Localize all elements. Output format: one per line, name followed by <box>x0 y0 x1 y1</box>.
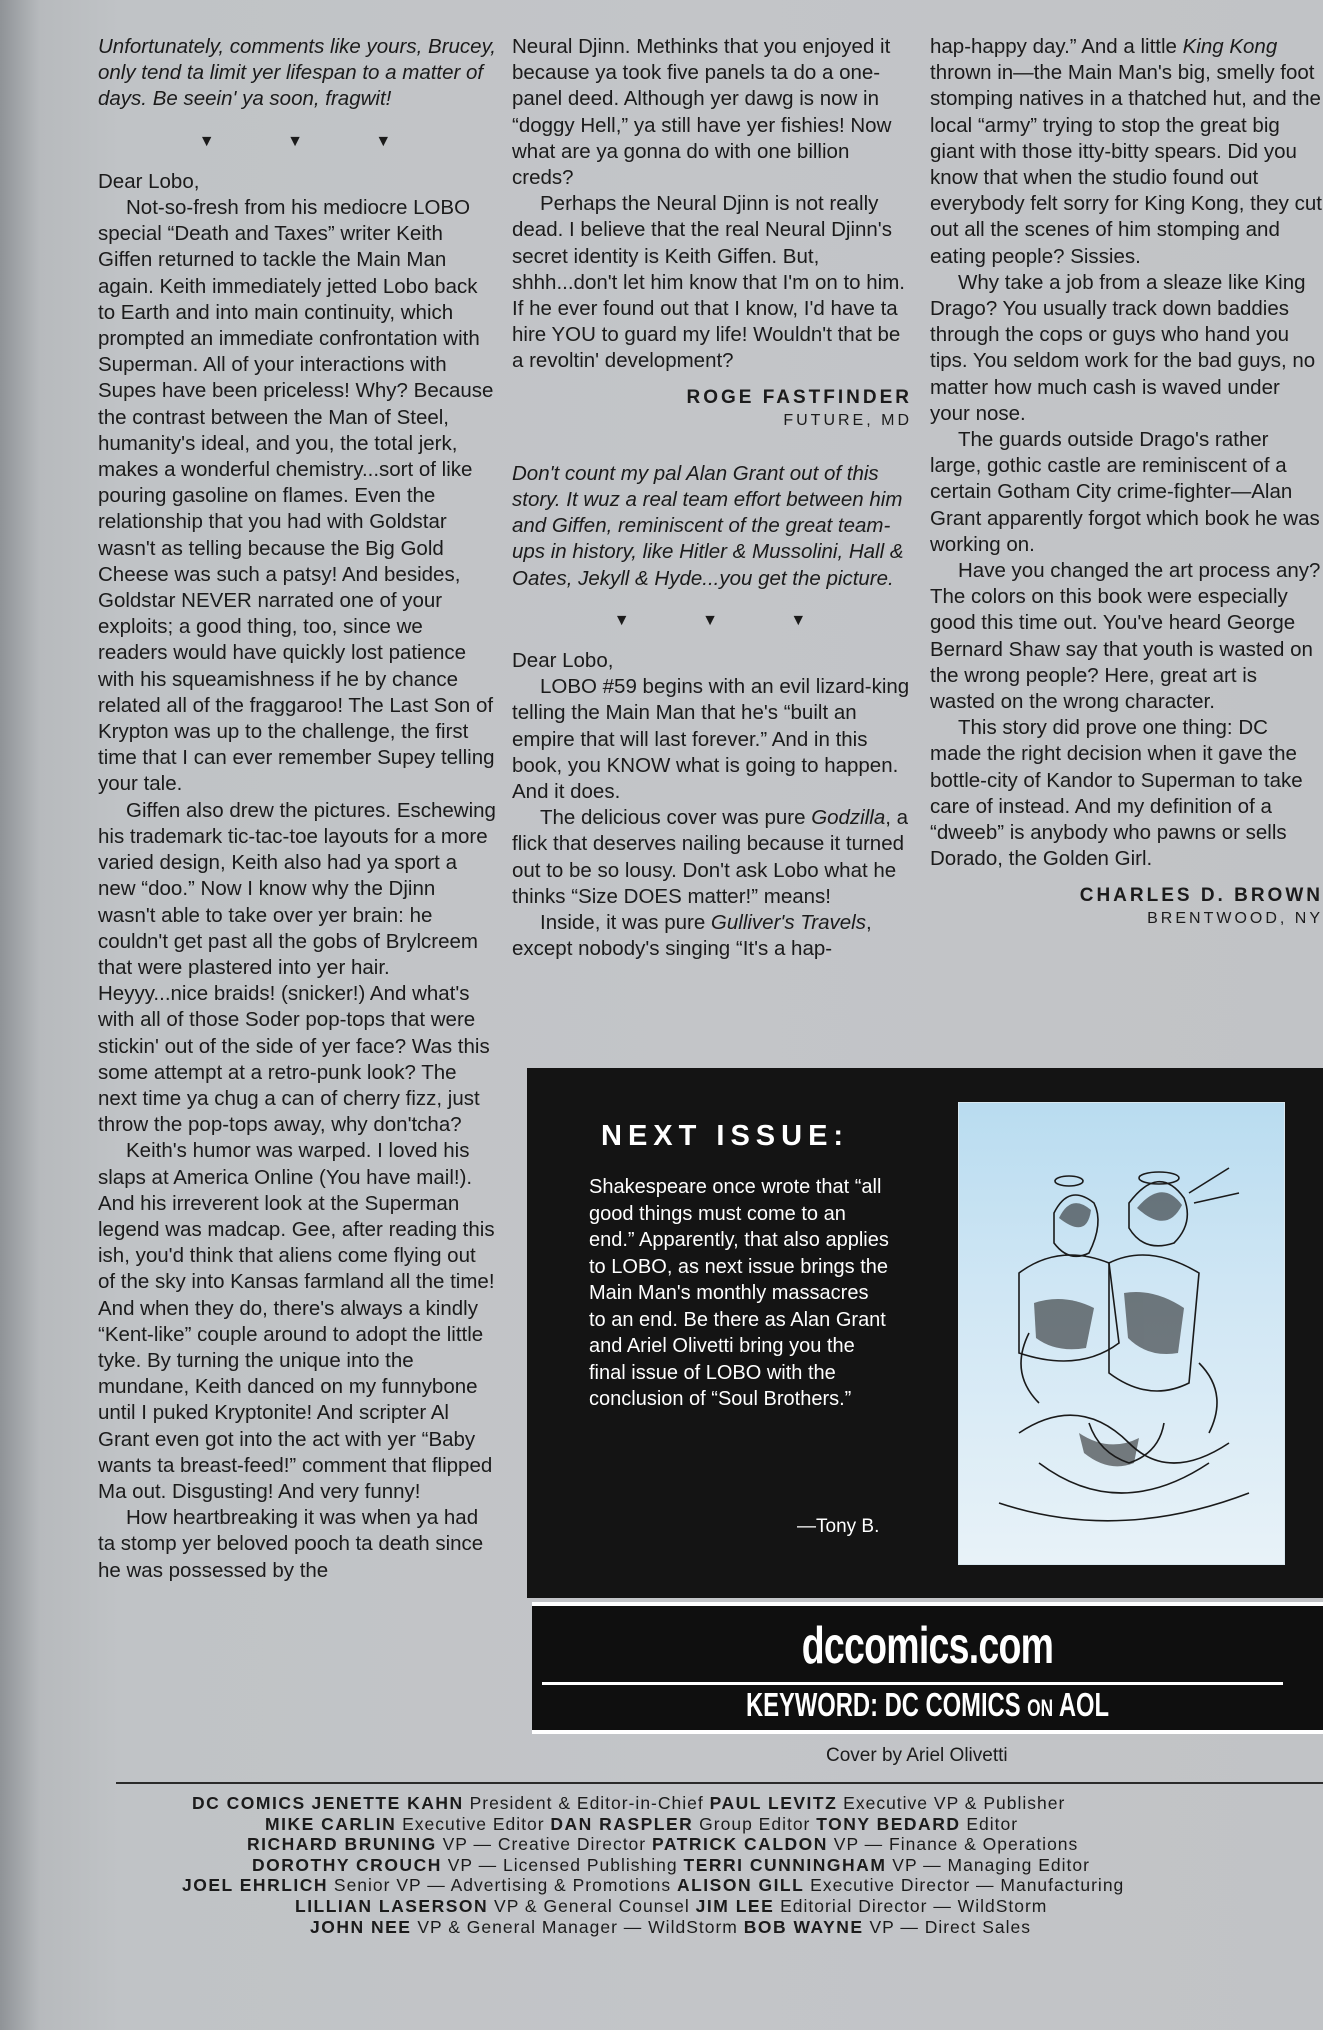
text-run-italic: Gulliver's Travels <box>710 911 866 935</box>
letter-salutation: Dear Lobo, <box>98 169 200 193</box>
staff-name: JOHN NEE <box>310 1916 412 1937</box>
staff-name: BOB WAYNE <box>743 1916 864 1937</box>
staff-title: Executive Editor <box>396 1813 545 1834</box>
letter-signature-name: ROGE FASTFINDER <box>686 386 912 408</box>
keyword-value: DC COMICS <box>884 1686 1021 1723</box>
staff-title: Editor <box>960 1813 1019 1834</box>
staff-title: Group Editor <box>693 1813 811 1834</box>
staff-title: VP — Finance & Operations <box>827 1834 1079 1855</box>
staff-name: MIKE CARLIN <box>265 1813 397 1834</box>
staff-title: VP — Licensed Publishing <box>441 1854 678 1875</box>
letters-column-2 <box>512 34 912 963</box>
staff-name: PATRICK CALDON <box>652 1834 828 1855</box>
text-run: thrown in—the Main Man's big, smelly foot stomping natives in a thatched hut, and the local “army” trying to stop the great big giant with those itty-bitty spears. Did you know that when the studio found out everybody felt sorry for King Kong, they cut out all the scenes of him stomping and eating people? Sissies. <box>930 61 1322 268</box>
staff-title: VP & General Counsel <box>488 1895 690 1916</box>
text-run: The delicious cover was pure <box>540 806 812 830</box>
staff-name: LILLIAN LASERSON <box>295 1895 489 1916</box>
letter-signature-name: CHARLES D. BROWN <box>1079 884 1323 906</box>
keyword-label: KEYWORD: <box>746 1686 878 1723</box>
letter-paragraph: How heartbreaking it was when ya had ta stomp yer beloved pooch ta death since he was possessed by the <box>98 1506 484 1582</box>
separator-arrows: ▼ ▼ ▼ <box>613 611 841 629</box>
text-run-italic: King Kong <box>1182 35 1278 58</box>
staff-name: PAUL LEVITZ <box>709 1793 838 1813</box>
editor-reply: Don't count my pal Alan Grant out of this story. It wuz a real team effort between him and Giffen, reminiscent of the great team-ups in history, like Hitler & Mussolini, Hall & Oates, Jekyll & Hyde...you get the picture. <box>512 461 904 590</box>
staff-title: President & Editor-in-Chief <box>463 1793 704 1813</box>
letter-paragraph: Neural Djinn. Methinks that you enjoyed it because ya took five panels ta do a one-panel deed. Although yer dawg is now in “doggy Hell,” ya still have yer fishies! Now what are ya gonna do with one billion creds? <box>512 35 892 190</box>
next-issue-signature: —Tony B. <box>797 1516 880 1537</box>
letter-paragraph: Keith's humor was warped. I loved his slaps at America Online (You have mail!). And his irreverent look at the Superman legend was madcap. Gee, after reading this ish, you'd think that aliens come flying out of the sky into Kansas farmland all the time! And when they do, there's always a kindly “Kent-like” couple around to adopt the little tyke. By turning the unique into the mundane, Keith danced on my funnybone until I puked Kryptonite! And scripter Al Grant even got into the act with yer “Baby wants ta breast-feed!” comment that flipped Ma out. Disgusting! And very funny! <box>98 1139 495 1503</box>
staff-credits <box>150 1793 1323 1937</box>
next-issue-title: NEXT ISSUE: <box>601 1120 850 1152</box>
staff-title: Senior VP — Advertising & Promotions <box>328 1875 672 1896</box>
staff-title: Executive VP & Publisher <box>837 1793 1066 1813</box>
divider-rule <box>116 1782 1323 1784</box>
text-run: , a flick that deserves nailing because it turned out to be so lousy. Don't ask Lobo what he thinks “Size DOES matter!” means! <box>512 806 909 908</box>
dc-website-url[interactable]: dccomics.com <box>801 1617 1054 1675</box>
staff-title: VP & General Manager — WildStorm <box>411 1916 738 1937</box>
letter-paragraph <box>930 34 1323 270</box>
next-issue-paragraph: Shakespeare once wrote that “all good things must come to an end.” Apparently, that also applies to LOBO, as next issue brings the Main Man's monthly massacres to an end. Be there as Alan Grant and Ariel Olivetti bring you the final issue of LOBO with the conclusion of “Soul Brothers.” <box>589 1176 889 1410</box>
letter-signature-place: FUTURE, MD <box>783 411 912 429</box>
staff-title: VP — Creative Director <box>436 1834 647 1855</box>
staff-credit-line <box>150 1814 1323 1835</box>
keyword-service: AOL <box>1058 1686 1109 1723</box>
staff-credit-line <box>150 1896 1323 1917</box>
staff-name: RICHARD BRUNING <box>247 1834 437 1855</box>
aol-keyword-line <box>643 1686 1213 1724</box>
cover-illustration <box>959 1103 1284 1564</box>
staff-title: VP — Direct Sales <box>863 1916 1032 1937</box>
letter-paragraph: Why take a job from a sleaze like King Drago? You usually track down baddies through the cops or guys who hand you tips. You seldom work for the bad guys, no matter how much cash is waved under your nose. <box>930 270 1316 425</box>
staff-name: TERRI CUNNINGHAM <box>683 1854 887 1875</box>
staff-name: JIM LEE <box>695 1895 775 1916</box>
next-issue-box <box>527 1068 1323 1598</box>
staff-name: TONY BEDARD <box>816 1813 961 1834</box>
staff-credit-line <box>150 1793 1323 1814</box>
staff-credit-line <box>150 1875 1323 1896</box>
letter-paragraph: Perhaps the Neural Djinn is not really dead. I believe that the real Neural Djinn's secret identity is Keith Giffen. But, shhh...don't let him know that I'm on to him. If he ever found out that I know, I'd have ta hire YOU to guard my life! Wouldn't that be a revoltin' development? <box>512 192 905 373</box>
staff-name: DOROTHY CROUCH <box>252 1854 442 1875</box>
cover-credit: Cover by Ariel Olivetti <box>826 1745 1008 1766</box>
staff-title: VP — Managing Editor <box>886 1854 1090 1875</box>
letter-paragraph <box>512 805 912 910</box>
staff-name: DC COMICS <box>192 1793 306 1813</box>
dc-website-banner <box>532 1602 1323 1734</box>
text-run: hap-happy day.” And a little <box>930 35 1183 58</box>
staff-name: JENETTE KAHN <box>311 1793 464 1813</box>
letter-paragraph: This story did prove one thing: DC made the right decision when it gave the bottle-city of Kandor to Superman to take care of instead. And my definition of a “dweeb” is anybody who pawns or sells Dorado, the Golden Girl. <box>930 716 1303 871</box>
staff-credit-line <box>150 1834 1323 1855</box>
staff-name: JOEL EHRLICH <box>182 1875 329 1896</box>
letters-column-3 <box>930 34 1323 929</box>
letter-signature-place: BRENTWOOD, NY <box>1147 909 1323 927</box>
editor-reply: Unfortunately, comments like yours, Brucey, only tend ta limit yer lifespan to a matter of days. Be seein' ya soon, fragwit! <box>98 35 496 111</box>
staff-credit-line <box>150 1917 1323 1938</box>
staff-title: Editorial Director — WildStorm <box>774 1895 1048 1916</box>
text-run: , except nobody's singing “It's a hap- <box>512 911 872 961</box>
staff-name: ALISON GILL <box>676 1875 805 1896</box>
next-issue-cover-image <box>958 1102 1285 1565</box>
staff-credit-line <box>150 1855 1323 1876</box>
letter-paragraph <box>512 910 912 962</box>
letter-paragraph: The guards outside Drago's rather large, gothic castle are reminiscent of a certain Gotham City crime-fighter—Alan Grant apparently forgot which book he was working on. <box>930 428 1320 556</box>
letter-salutation: Dear Lobo, <box>512 649 614 673</box>
letter-paragraph: LOBO #59 begins with an evil lizard-king telling the Main Man that he's “built an empire that will last forever.” And in this book, you KNOW what is going to happen. And it does. <box>512 675 910 804</box>
banner-divider <box>542 1682 1283 1685</box>
letters-column-1 <box>98 34 496 1584</box>
staff-title: Executive Director — Manufacturing <box>804 1875 1125 1896</box>
letter-paragraph: Have you changed the art process any? The colors on this book were especially good this time out. You've heard George Bernard Shaw say that youth is wasted on the wrong people? Here, great art is wasted on the wrong character. <box>930 559 1321 714</box>
letter-paragraph: Giffen also drew the pictures. Eschewing his trademark tic-tac-toe layouts for a more varied design, Keith also had ya sport a new “doo.” Now I know why the Djinn wasn't able to take over yer brain: he couldn't get past all the gobs of Brylcreem that were plastered into yer hair. Heyyy...nice braids! (snicker!) And what's with all of those Soder pop-tops that were stickin' out of the side of yer face? Was this some attempt at a retro-punk look? The next time ya chug a can of cherry fizz, just throw the pop-tops away, why don'tcha? <box>98 798 496 1137</box>
keyword-on: ON <box>1027 1695 1054 1722</box>
text-run-italic: Godzilla <box>811 806 886 830</box>
separator-arrows: ▼ ▼ ▼ <box>198 132 426 150</box>
next-issue-text <box>589 1174 889 1413</box>
text-run: Inside, it was pure <box>540 911 711 935</box>
letter-paragraph: Not-so-fresh from his mediocre LOBO special “Death and Taxes” writer Keith Giffen returned to tackle the Main Man again. Keith immediately jetted Lobo back to Earth and into main continuity, which prompted an immediate confrontation with Superman. All of your interactions with Supes have been priceless! Why? Because the contrast between the Man of Steel, humanity's ideal, and you, the total jerk, makes a wonderful chemistry...sort of like pouring gasoline on flames. Even the relationship that you had with Goldstar wasn't as telling because the Big Gold Cheese was such a patsy! And besides, Goldstar NEVER narrated one of your exploits; a good thing, too, since we readers would have quickly lost patience with his squeamishness if he by chance related all of the fraggaroo! The Last Son of Krypton was up to the challenge, the first time that I can ever remember Supey telling your tale. <box>98 196 495 796</box>
staff-name: DAN RASPLER <box>550 1813 694 1834</box>
